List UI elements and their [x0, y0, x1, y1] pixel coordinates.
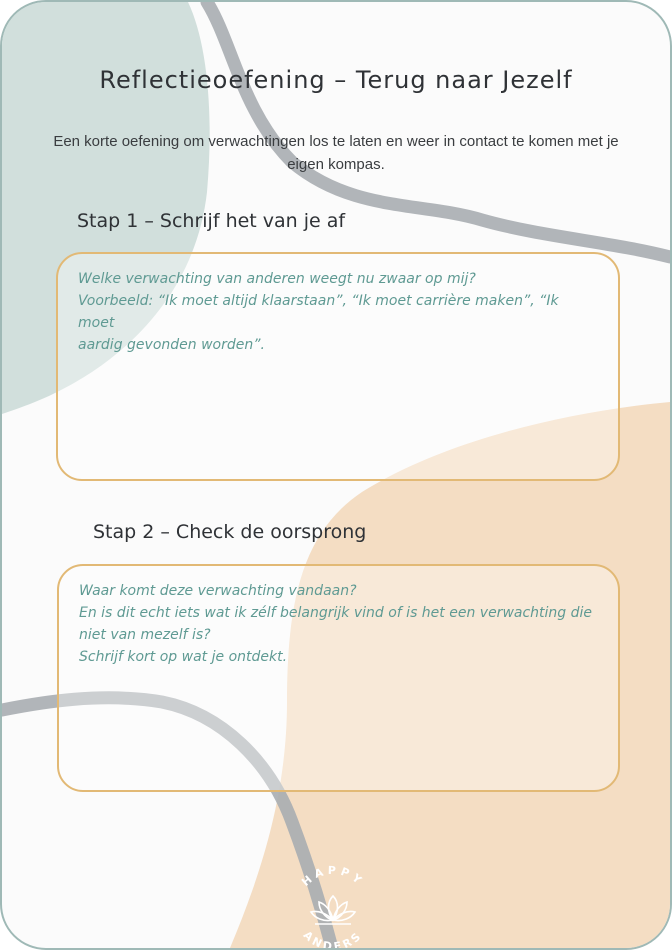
happy-anders-logo [285, 862, 381, 950]
step-2-heading: Stap 2 – Check de oorsprong [93, 521, 367, 543]
page-title: Reflectieoefening – Terug naar Jezelf [99, 66, 573, 94]
step-2-prompt-line: Waar komt deze verwachting vandaan? [79, 583, 357, 599]
lotus-icon [311, 896, 355, 924]
logo-text-bottom: ANDERS [300, 928, 366, 950]
step-1-prompt-line: Welke verwachting van anderen weegt nu zwaar op mij? [78, 271, 476, 287]
step-2-prompt-line: niet van mezelf is? [79, 627, 211, 643]
step-1-prompt-line: Voorbeeld: “Ik moet altijd klaarstaan”, “Ik moet carrière maken”, “Ik moet [78, 293, 559, 331]
step-1-heading: Stap 1 – Schrijf het van je af [77, 210, 346, 232]
step-1-writing-box[interactable] [56, 252, 620, 481]
svg-text:HAPPY [299, 864, 367, 889]
step-2-writing-box[interactable] [57, 564, 620, 792]
step-1-prompt-line: aardig gevonden worden”. [78, 337, 265, 353]
page-subtitle: Een korte oefening om verwachtingen los te laten en weer in contact te komen met je eigen kompas. [53, 133, 619, 173]
svg-text:ANDERS [301, 928, 366, 950]
step-2-prompt-line: Schrijf kort op wat je ontdekt. [79, 649, 288, 665]
logo-text-top: HAPPY [299, 863, 367, 890]
step-2-prompt-line: En is dit echt iets wat ik zélf belangrijk vind of is het een verwachting die [79, 605, 593, 621]
